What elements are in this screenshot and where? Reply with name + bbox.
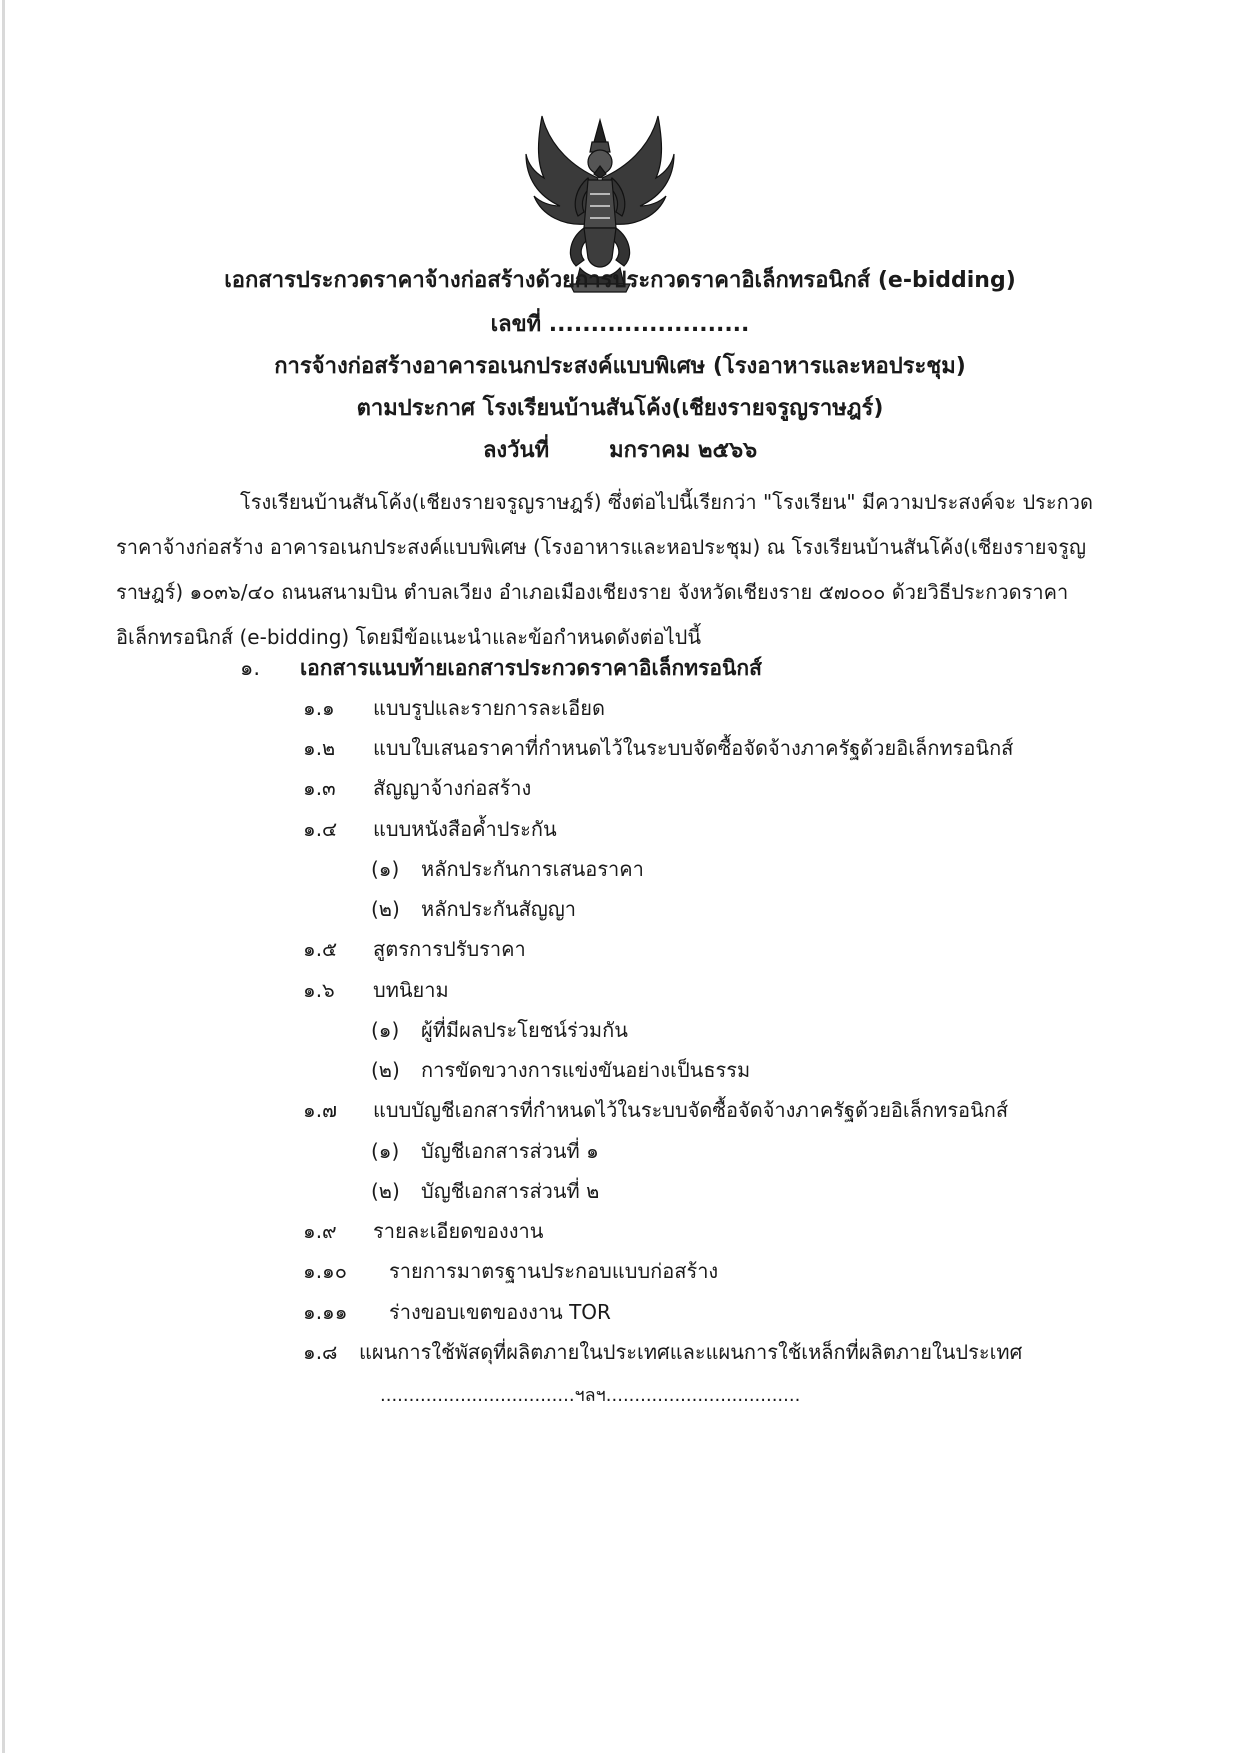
sub-item: (๒) บัญชีเอกสารส่วนที่ ๒ xyxy=(371,1179,600,1203)
sub-item: (๒) การขัดขวางการแข่งขันอย่างเป็นธรรม xyxy=(371,1058,751,1082)
section-number: ๑. xyxy=(240,656,261,680)
list-item: ๑.๑ แบบรูปและรายการละเอียด xyxy=(303,696,605,720)
date-line xyxy=(0,432,1240,467)
list-item: ๑.๒ แบบใบเสนอราคาที่กำหนดไว้ในระบบจัดซื้อจัดจ้างภาครัฐด้วยอิเล็กทรอนิกส์ xyxy=(303,736,1014,760)
document-title: เอกสารประกวดราคาจ้างก่อสร้างด้วยการประกวดราคาอิเล็กทรอนิกส์ (e-bidding) xyxy=(224,268,1016,293)
list-item: ๑.๑๐ รายการมาตรฐานประกอบแบบก่อสร้าง xyxy=(303,1259,719,1283)
section-heading xyxy=(240,652,762,685)
list-item: ๑.๑๑ ร่างขอบเขตของงาน TOR xyxy=(303,1300,611,1324)
list-item: ๑.๖ บทนิยาม xyxy=(303,978,449,1002)
sub-item: (๑) บัญชีเอกสารส่วนที่ ๑ xyxy=(371,1139,599,1163)
date-label: ลงวันที่ xyxy=(482,438,550,463)
intro-line: ราคาจ้างก่อสร้าง อาคารอเนกประสงค์แบบพิเศษ (โรงอาหารและหอประชุม) ณ โรงเรียนบ้านสันโค้ง(เชียงรายจรูญ xyxy=(116,535,1087,559)
sub-item: (๒) หลักประกันสัญญา xyxy=(371,897,577,921)
list-item: ๑.๕ สูตรการปรับราคา xyxy=(303,937,526,961)
intro-paragraph xyxy=(116,480,1106,660)
intro-line: อิเล็กทรอนิกส์ (e-bidding) โดยมีข้อแนะนำและข้อกำหนดดังต่อไปนี้ xyxy=(116,625,702,649)
intro-line: โรงเรียนบ้านสันโค้ง(เชียงรายจรูญราษฎร์) ซึ่งต่อไปนี้เรียกว่า "โรงเรียน" มีความประสงค์จะ ประกวด xyxy=(240,490,1093,514)
list-item: ๑.๔ แบบหนังสือค้ำประกัน xyxy=(303,817,557,841)
sub-item: (๑) หลักประกันการเสนอราคา xyxy=(371,857,644,881)
intro-line: ราษฎร์) ๑๐๓๖/๔๐ ถนนสนามบิน ตำบลเวียง อำเภอเมืองเชียงราย จังหวัดเชียงราย ๕๗๐๐๐ ด้วยวิธีประกวดราคา xyxy=(116,580,1069,604)
section-title: เอกสารแนบท้ายเอกสารประกวดราคาอิเล็กทรอนิกส์ xyxy=(300,656,762,680)
announcement-line: ตามประกาศ โรงเรียนบ้านสันโค้ง(เชียงรายจรูญราษฎร์) xyxy=(356,396,884,421)
list-item: ๑.๗ แบบบัญชีเอกสารที่กำหนดไว้ในระบบจัดซื้อจัดจ้างภาครัฐด้วยอิเล็กทรอนิกส์ xyxy=(303,1098,1009,1122)
continuation-marker: ..................................ฯลฯ.................................. xyxy=(380,1385,801,1406)
date-value: มกราคม ๒๕๖๖ xyxy=(609,438,758,463)
sub-item: (๑) ผู้ที่มีผลประโยชน์ร่วมกัน xyxy=(371,1018,628,1042)
document-number: เลขที่ ........................ xyxy=(490,312,750,337)
list-item: ๑.๙ รายละเอียดของงาน xyxy=(303,1219,544,1243)
list-item: ๑.๓ สัญญาจ้างก่อสร้าง xyxy=(303,776,532,800)
list-item: ๑.๘ แผนการใช้พัสดุที่ผลิตภายในประเทศและแผนการใช้เหล็กที่ผลิตภายในประเทศ xyxy=(303,1340,1023,1364)
project-name: การจ้างก่อสร้างอาคารอเนกประสงค์แบบพิเศษ (โรงอาหารและหอประชุม) xyxy=(274,354,966,379)
